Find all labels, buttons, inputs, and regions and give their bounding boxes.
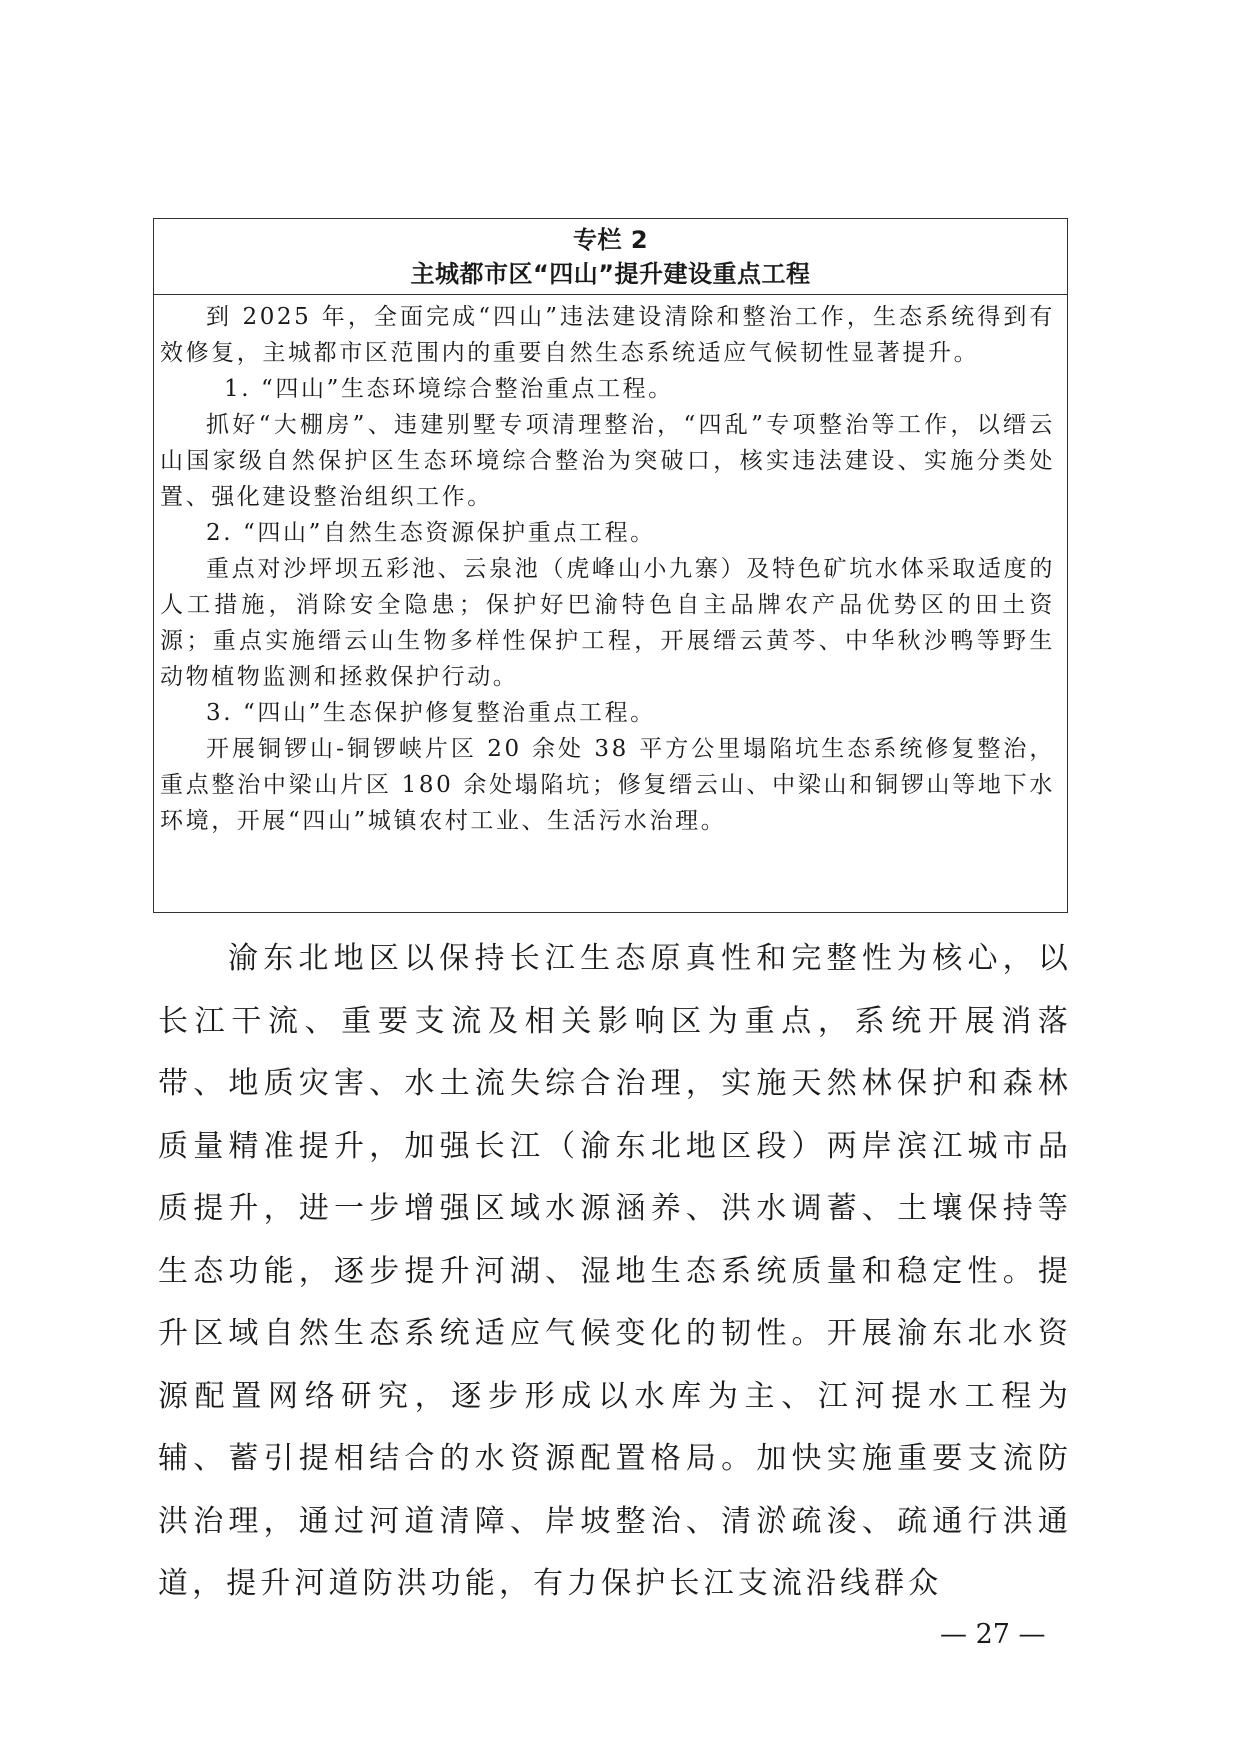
column-box-body	[154, 295, 1067, 839]
column-item-text-2: 重点对沙坪坝五彩池、云泉池（虎峰山小九寨）及特色矿坑水体采取适度的人工措施，消除安全隐患；保护好巴渝特色自主品牌农产品优势区的田土资源；重点实施缙云山生物多样性保护工程，开展缙云黄芩、中华秋沙鸭等野生动物植物监测和拯救保护行动。	[160, 556, 1055, 690]
column-box	[153, 218, 1068, 913]
main-body	[158, 928, 1072, 1616]
column-item-heading-1: 1. “四山”生态环境综合整治重点工程。	[224, 376, 674, 402]
column-intro-paragraph: 到 2025 年，全面完成“四山”违法建设清除和整治工作，生态系统得到有效修复，主城都市区范围内的重要自然生态系统适应气候韧性显著提升。	[160, 304, 1055, 366]
column-label: 专栏 2	[572, 226, 649, 254]
body-paragraph: 渝东北地区以保持长江生态原真性和完整性为核心，以长江干流、重要支流及相关影响区为重点，系统开展消落带、地质灾害、水土流失综合治理，实施天然林保护和森林质量精准提升，加强长江（渝东北地区段）两岸滨江城市品质提升，进一步增强区域水源涵养、洪水调蓄、土壤保持等生态功能，逐步提升河湖、湿地生态系统质量和稳定性。提升区域自然生态系统适应气候变化的韧性。开展渝东北水资源配置网络研究，逐步形成以水库为主、江河提水工程为辅、蓄引提相结合的水资源配置格局。加快实施重要支流防洪治理，通过河道清障、岸坡整治、清淤疏浚、疏通行洪通道，提升河道防洪功能，有力保护长江支流沿线群众	[158, 941, 1072, 1601]
column-item-heading-2: 2. “四山”自然生态资源保护重点工程。	[206, 520, 656, 546]
column-title: 主城都市区“四山”提升建设重点工程	[410, 260, 811, 288]
column-item-text-1: 抓好“大棚房”、违建别墅专项清理整治，“四乱”专项整治等工作，以缙云山国家级自然保护区生态环境综合整治为突破口，核实违法建设、实施分类处置、强化建设整治组织工作。	[160, 412, 1055, 510]
page-number: — 27 —	[940, 1619, 1046, 1650]
column-item-text-3: 开展铜锣山-铜锣峡片区 20 余处 38 平方公里塌陷坑生态系统修复整治，重点整治中梁山片区 180 余处塌陷坑；修复缙云山、中梁山和铜锣山等地下水环境，开展“四山”城镇农村工业、生活污水治理。	[160, 736, 1055, 834]
column-item-heading-3: 3. “四山”生态保护修复整治重点工程。	[206, 700, 656, 726]
column-box-header	[154, 219, 1067, 295]
